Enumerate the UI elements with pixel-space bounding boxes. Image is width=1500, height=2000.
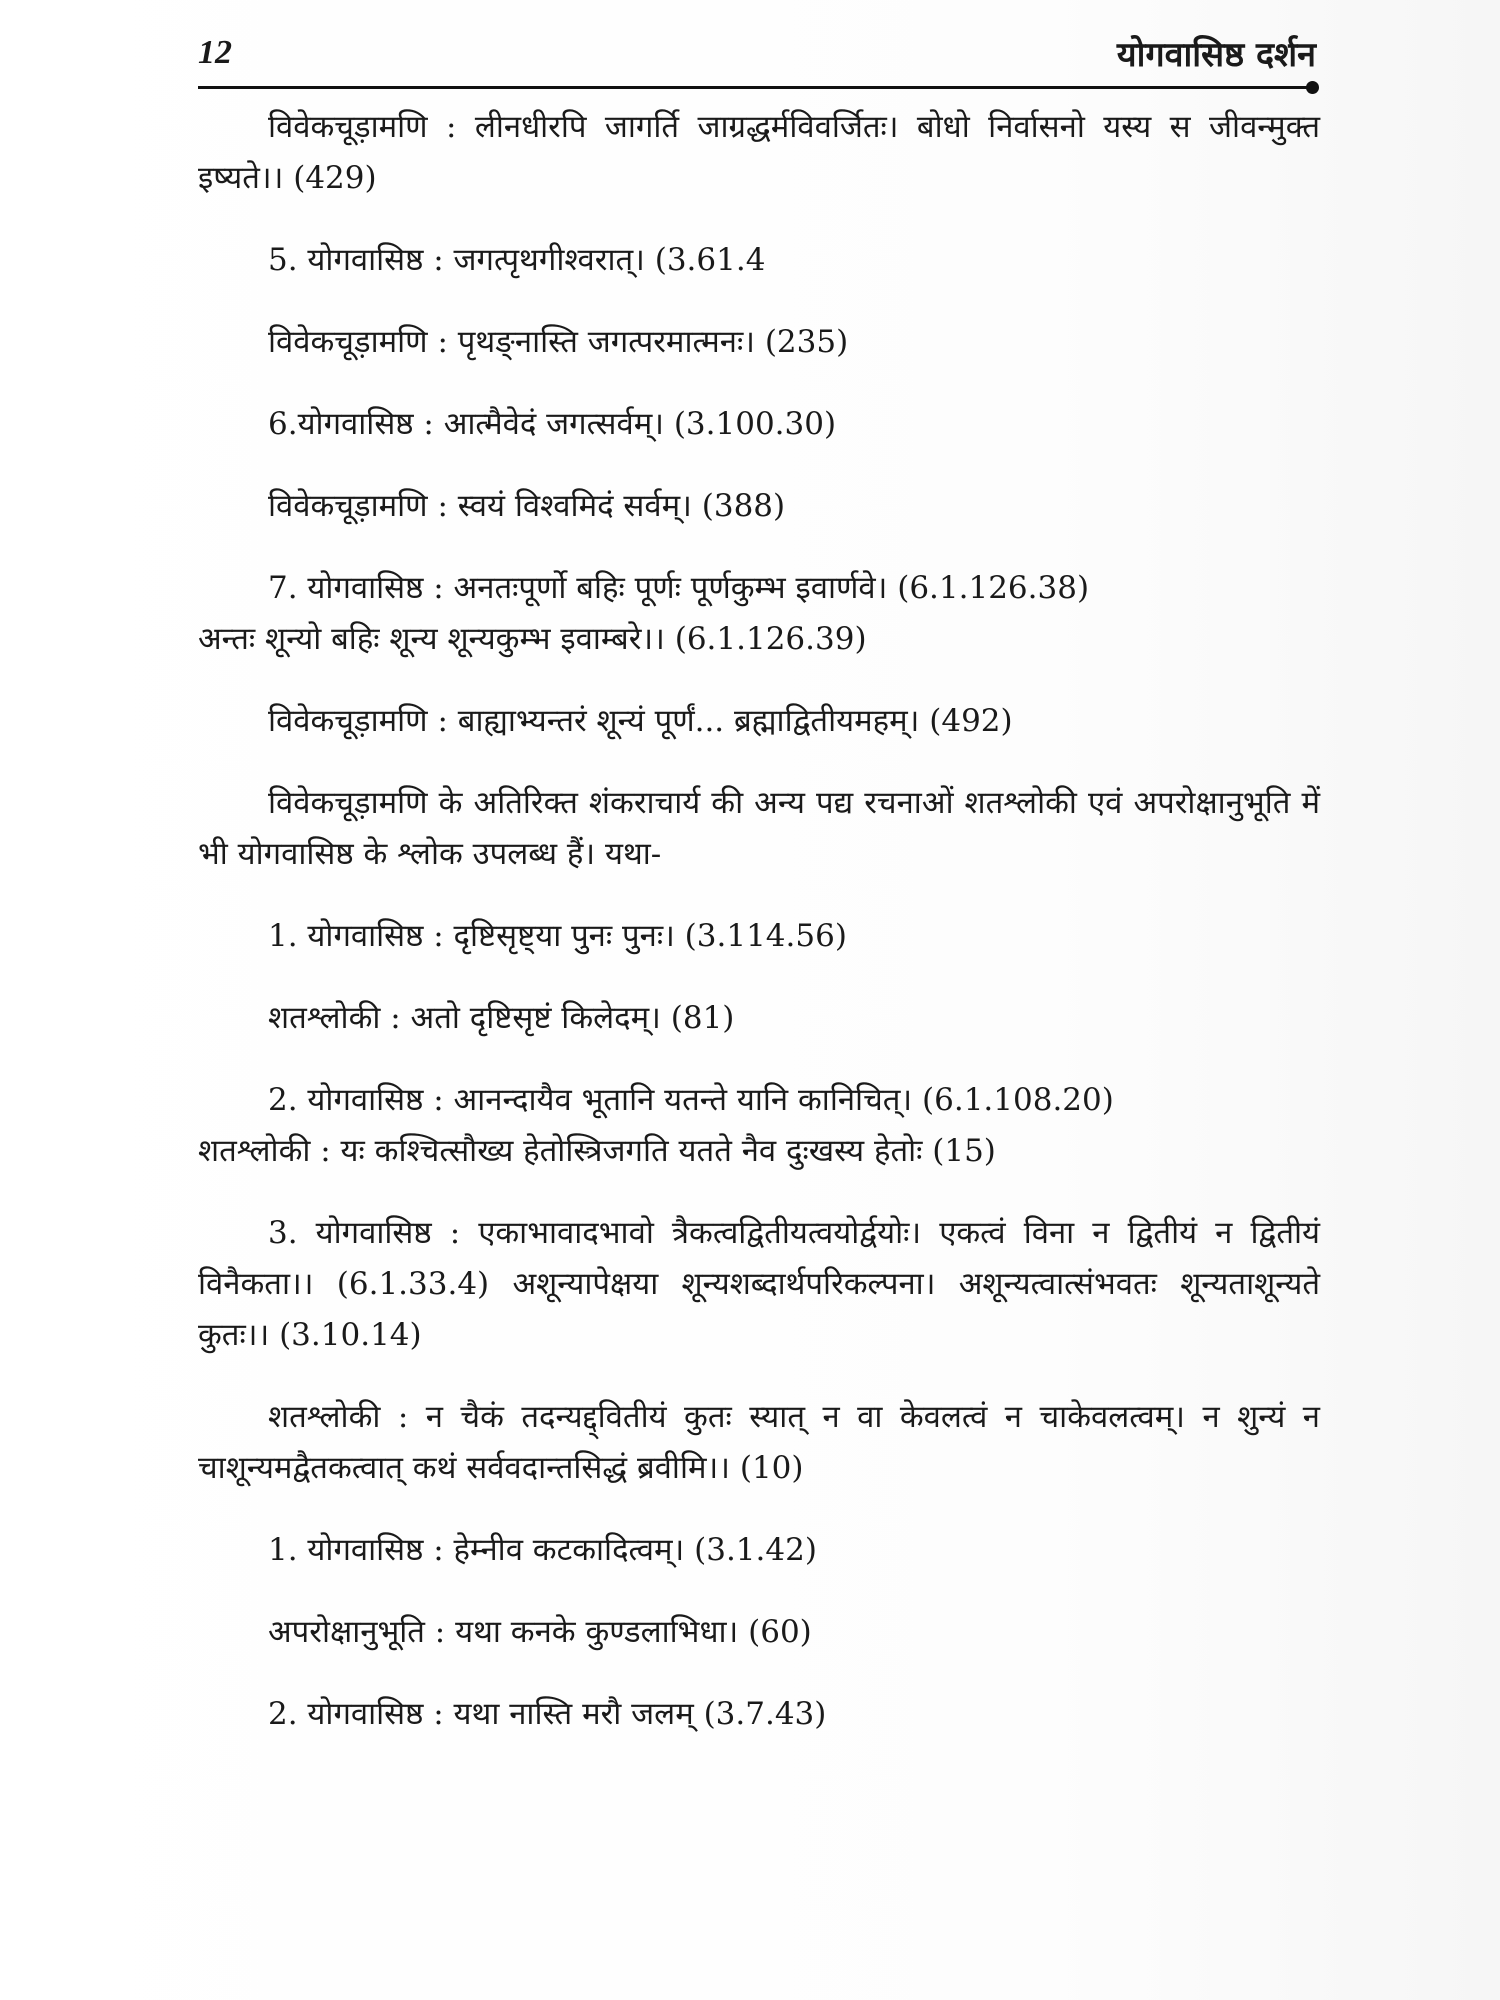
body-text: [198, 102, 1320, 1771]
paragraph: विवेकचूड़ामणि : बाह्याभ्यन्तरं शून्यं पूर्णं... ब्रह्माद्वितीयमहम्। (492): [268, 703, 1013, 739]
header-rule: [198, 86, 1310, 89]
page-header: [198, 28, 1316, 90]
paragraph: 1. योगवासिष्ठ : हेम्नीव कटकादित्वम्। (3.1.42): [268, 1532, 817, 1568]
page-number: 12: [198, 34, 232, 71]
paragraph: विवेकचूड़ामणि के अतिरिक्त शंकराचार्य की अन्य पद्य रचनाओं शतश्लोकी एवं अपरोक्षानुभूति में भी योगवासिष्ठ के श्लोक उपलब्ध हैं। यथा-: [198, 785, 1320, 872]
running-title: योगवासिष्ठ दर्शन: [1116, 35, 1316, 75]
paragraph: 2. योगवासिष्ठ : आनन्दायैव भूतानि यतन्ते यानि कानिचित्। (6.1.108.20): [268, 1082, 1114, 1118]
paragraph: 5. योगवासिष्ठ : जगत्पृथगीश्वरात्। (3.61.4: [268, 242, 766, 278]
paragraph: शतश्लोकी : अतो दृष्टिसृष्टं किलेदम्। (81): [268, 1000, 735, 1036]
paragraph: 2. योगवासिष्ठ : यथा नास्ति मरौ जलम् (3.7.43): [268, 1696, 827, 1732]
paragraph: विवेकचूड़ामणि : स्वयं विश्वमिदं सर्वम्। (388): [268, 488, 786, 524]
paragraph: विवेकचूड़ामणि : पृथङ्नास्ति जगत्परमात्मनः। (235): [268, 324, 849, 360]
paragraph: 1. योगवासिष्ठ : दृष्टिसृष्ट्या पुनः पुनः। (3.114.56): [268, 918, 847, 954]
paragraph: 7. योगवासिष्ठ : अनतःपूर्णो बहिः पूर्णः पूर्णकुम्भ इवार्णवे। (6.1.126.38): [268, 570, 1090, 606]
paragraph: अपरोक्षानुभूति : यथा कनके कुण्डलाभिधा। (60): [268, 1614, 812, 1650]
header-rule-dot: [1306, 81, 1319, 94]
paragraph: विवेकचूड़ामणि : लीनधीरपि जागर्ति जाग्रद्धर्मविवर्जितः। बोधो निर्वासनो यस्य स जीवन्मुक्त इष्यते।। (429): [198, 109, 1320, 196]
paragraph: 6.योगवासिष्ठ : आत्मैवेदं जगत्सर्वम्। (3.100.30): [268, 406, 837, 442]
paragraph: अन्तः शून्यो बहिः शून्य शून्यकुम्भ इवाम्बरे।। (6.1.126.39): [198, 621, 867, 657]
paragraph: 3. योगवासिष्ठ : एकाभावादभावो त्रैकत्वद्वितीयत्वयोर्द्वयोः। एकत्वं विना न द्वितीयं न द्वितीयं विनैकता।। (6.1.33.4) अशून्यापेक्षया शून्यशब्दार्थपरिकल्पना। अशून्यत्वात्संभवतः शून्यताशून्यते कुतः।। (3.10.14): [198, 1215, 1320, 1353]
paragraph: शतश्लोकी : यः कश्चित्सौख्य हेतोस्त्रिजगति यतते नैव दुःखस्य हेतोः (15): [198, 1133, 996, 1169]
paragraph: शतश्लोकी : न चैकं तदन्यद्द्वितीयं कुतः स्यात् न वा केवलत्वं न चाकेवलत्वम्। न शुन्यं न चाशून्यमद्वैतकत्वात् कथं सर्ववदान्तसिद्धं ब्रवीमि।। (10): [198, 1399, 1320, 1486]
